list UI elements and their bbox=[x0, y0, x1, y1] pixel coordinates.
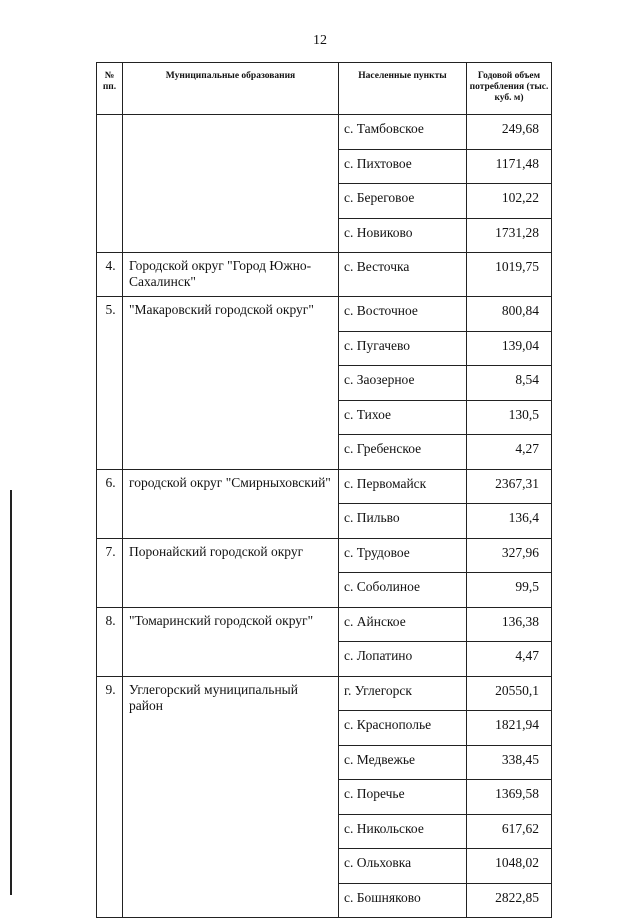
volume-cell: 139,04 bbox=[467, 331, 552, 366]
settlement-cell: с. Ольховка bbox=[339, 849, 467, 884]
settlement-cell: с. Тихое bbox=[339, 400, 467, 435]
settlement-cell: с. Никольское bbox=[339, 814, 467, 849]
settlement-cell: с. Пильво bbox=[339, 504, 467, 539]
volume-cell: 136,4 bbox=[467, 504, 552, 539]
volume-cell: 4,27 bbox=[467, 435, 552, 470]
table-row bbox=[97, 115, 552, 150]
volume-cell: 1019,75 bbox=[467, 253, 552, 297]
volume-cell: 2367,31 bbox=[467, 469, 552, 504]
row-number: 9. bbox=[97, 676, 123, 918]
table-row bbox=[97, 538, 552, 573]
settlement-cell: с. Трудовое bbox=[339, 538, 467, 573]
volume-cell: 1731,28 bbox=[467, 218, 552, 253]
row-number: 7. bbox=[97, 538, 123, 607]
volume-cell: 800,84 bbox=[467, 297, 552, 332]
settlement-cell: с. Поречье bbox=[339, 780, 467, 815]
settlement-cell: с. Лопатино bbox=[339, 642, 467, 677]
volume-cell: 1048,02 bbox=[467, 849, 552, 884]
header-num: № пп. bbox=[97, 63, 123, 115]
table-row bbox=[97, 297, 552, 332]
volume-cell: 1171,48 bbox=[467, 149, 552, 184]
table-row bbox=[97, 676, 552, 711]
settlement-cell: с. Медвежье bbox=[339, 745, 467, 780]
row-number bbox=[97, 115, 123, 253]
margin-line bbox=[10, 490, 12, 895]
municipality-cell bbox=[123, 115, 339, 253]
row-number: 4. bbox=[97, 253, 123, 297]
row-number: 8. bbox=[97, 607, 123, 676]
volume-cell: 617,62 bbox=[467, 814, 552, 849]
volume-cell: 20550,1 bbox=[467, 676, 552, 711]
settlement-cell: с. Пугачево bbox=[339, 331, 467, 366]
settlement-cell: с. Гребенское bbox=[339, 435, 467, 470]
volume-cell: 338,45 bbox=[467, 745, 552, 780]
settlement-cell: с. Весточка bbox=[339, 253, 467, 297]
municipality-cell: Городской округ "Город Южно-Сахалинск" bbox=[123, 253, 339, 297]
settlement-cell: с. Соболиное bbox=[339, 573, 467, 608]
volume-cell: 327,96 bbox=[467, 538, 552, 573]
municipality-cell: Углегорский муниципальный район bbox=[123, 676, 339, 918]
municipality-cell: "Макаровский городской округ" bbox=[123, 297, 339, 470]
table-row bbox=[97, 253, 552, 297]
settlement-cell: с. Бошняково bbox=[339, 883, 467, 918]
settlement-cell: с. Первомайск bbox=[339, 469, 467, 504]
volume-cell: 249,68 bbox=[467, 115, 552, 150]
settlement-cell: с. Новиково bbox=[339, 218, 467, 253]
volume-cell: 4,47 bbox=[467, 642, 552, 677]
settlement-cell: с. Пихтовое bbox=[339, 149, 467, 184]
volume-cell: 1369,58 bbox=[467, 780, 552, 815]
settlement-cell: с. Береговое bbox=[339, 184, 467, 219]
gas-consumption-table bbox=[96, 62, 552, 918]
volume-cell: 99,5 bbox=[467, 573, 552, 608]
volume-cell: 8,54 bbox=[467, 366, 552, 401]
municipality-cell: городской округ "Смирныховский" bbox=[123, 469, 339, 538]
table-row bbox=[97, 607, 552, 642]
table-body bbox=[97, 115, 552, 918]
volume-cell: 1821,94 bbox=[467, 711, 552, 746]
table-header-row bbox=[97, 63, 552, 115]
volume-cell: 130,5 bbox=[467, 400, 552, 435]
settlement-cell: с. Тамбовское bbox=[339, 115, 467, 150]
settlement-cell: с. Айнское bbox=[339, 607, 467, 642]
header-municipality: Муниципальные образования bbox=[123, 63, 339, 115]
municipality-cell: "Томаринский городской округ" bbox=[123, 607, 339, 676]
settlement-cell: с. Краснополье bbox=[339, 711, 467, 746]
header-volume: Годовой объем потребления (тыс. куб. м) bbox=[467, 63, 552, 115]
settlement-cell: г. Углегорск bbox=[339, 676, 467, 711]
row-number: 5. bbox=[97, 297, 123, 470]
page-number: 12 bbox=[313, 33, 327, 48]
header-settlement: Населенные пункты bbox=[339, 63, 467, 115]
settlement-cell: с. Заозерное bbox=[339, 366, 467, 401]
settlement-cell: с. Восточное bbox=[339, 297, 467, 332]
table-row bbox=[97, 469, 552, 504]
volume-cell: 136,38 bbox=[467, 607, 552, 642]
municipality-cell: Поронайский городской округ bbox=[123, 538, 339, 607]
volume-cell: 2822,85 bbox=[467, 883, 552, 918]
row-number: 6. bbox=[97, 469, 123, 538]
volume-cell: 102,22 bbox=[467, 184, 552, 219]
